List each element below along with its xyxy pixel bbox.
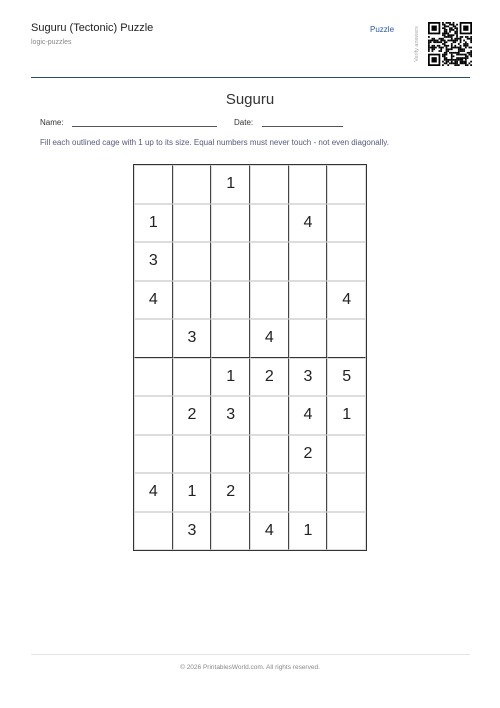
grid-cell[interactable] [211, 204, 250, 243]
qr-code[interactable] [428, 16, 472, 72]
grid-cell[interactable]: 4 [327, 281, 366, 320]
grid-cell[interactable]: 3 [173, 319, 212, 358]
grid-cell[interactable] [173, 435, 212, 474]
grid-cell[interactable] [173, 358, 212, 397]
grid-cell[interactable] [250, 204, 289, 243]
grid-cell[interactable] [173, 242, 212, 281]
grid-cell[interactable] [173, 165, 212, 204]
grid-cell[interactable] [327, 435, 366, 474]
header-divider [31, 77, 470, 78]
document-title: Suguru [225, 91, 275, 108]
grid-cell[interactable] [289, 473, 328, 512]
grid-cell[interactable]: 3 [173, 512, 212, 551]
grid-cell[interactable]: 3 [134, 242, 173, 281]
grid-cell[interactable] [289, 281, 328, 320]
grid-cell[interactable] [173, 281, 212, 320]
grid-cell[interactable]: 2 [211, 473, 250, 512]
grid-cell[interactable] [134, 435, 173, 474]
grid-cell[interactable] [211, 435, 250, 474]
grid-cell[interactable] [211, 281, 250, 320]
grid-cell[interactable]: 1 [211, 165, 250, 204]
grid-cell[interactable] [327, 204, 366, 243]
grid-cell[interactable] [134, 512, 173, 551]
date-field[interactable] [262, 126, 343, 127]
grid-cell[interactable] [250, 473, 289, 512]
header-title: Suguru (Tectonic) Puzzle [31, 22, 154, 34]
grid-cell[interactable]: 2 [289, 435, 328, 474]
grid-cell[interactable] [211, 242, 250, 281]
grid-cell[interactable] [250, 165, 289, 204]
name-label: Name: [40, 118, 64, 127]
grid-cell[interactable]: 1 [289, 512, 328, 551]
grid-cell[interactable]: 1 [134, 204, 173, 243]
date-label: Date: [234, 118, 254, 127]
verify-answers-label: Verify answers [414, 26, 420, 62]
grid-cell[interactable] [327, 473, 366, 512]
grid-cell[interactable] [250, 242, 289, 281]
grid-cell[interactable] [327, 512, 366, 551]
grid-cell[interactable] [250, 281, 289, 320]
grid-cell[interactable] [250, 396, 289, 435]
grid-cell[interactable] [173, 204, 212, 243]
grid-cell[interactable] [211, 512, 250, 551]
grid-cell[interactable]: 2 [173, 396, 212, 435]
grid-cell[interactable] [134, 319, 173, 358]
grid-cell[interactable] [134, 165, 173, 204]
footer-copyright: © 2026 PrintablesWorld.com. All rights reserved. [180, 664, 320, 671]
suguru-grid [133, 164, 367, 551]
instructions-text: Fill each outlined cage with 1 up to its size. Equal numbers must never touch - not even diagonally. [40, 138, 389, 147]
grid-cell[interactable] [289, 319, 328, 358]
grid-cell[interactable] [289, 165, 328, 204]
footer-divider [31, 654, 470, 655]
grid-cell[interactable]: 2 [250, 358, 289, 397]
grid-cell[interactable] [134, 396, 173, 435]
grid-cell[interactable] [327, 319, 366, 358]
grid-cell[interactable] [327, 165, 366, 204]
puzzle-link[interactable]: Puzzle [370, 25, 395, 34]
grid-cell[interactable]: 4 [134, 473, 173, 512]
grid-cell[interactable] [134, 358, 173, 397]
grid-cell[interactable]: 4 [289, 396, 328, 435]
grid-cell[interactable]: 4 [134, 281, 173, 320]
grid-cell[interactable]: 3 [211, 396, 250, 435]
name-field[interactable] [72, 126, 217, 127]
grid-cell[interactable]: 5 [327, 358, 366, 397]
grid-cell[interactable]: 4 [250, 319, 289, 358]
grid-cell[interactable]: 1 [173, 473, 212, 512]
grid-cell[interactable]: 3 [289, 358, 328, 397]
grid-cell[interactable] [250, 435, 289, 474]
grid-cell[interactable]: 1 [327, 396, 366, 435]
header-subtitle: logic-puzzles [31, 39, 72, 46]
grid-cell[interactable]: 4 [250, 512, 289, 551]
grid-cell[interactable]: 1 [211, 358, 250, 397]
grid-cell[interactable]: 4 [289, 204, 328, 243]
grid-cell[interactable] [289, 242, 328, 281]
grid-cell[interactable] [211, 319, 250, 358]
grid-cell[interactable] [327, 242, 366, 281]
